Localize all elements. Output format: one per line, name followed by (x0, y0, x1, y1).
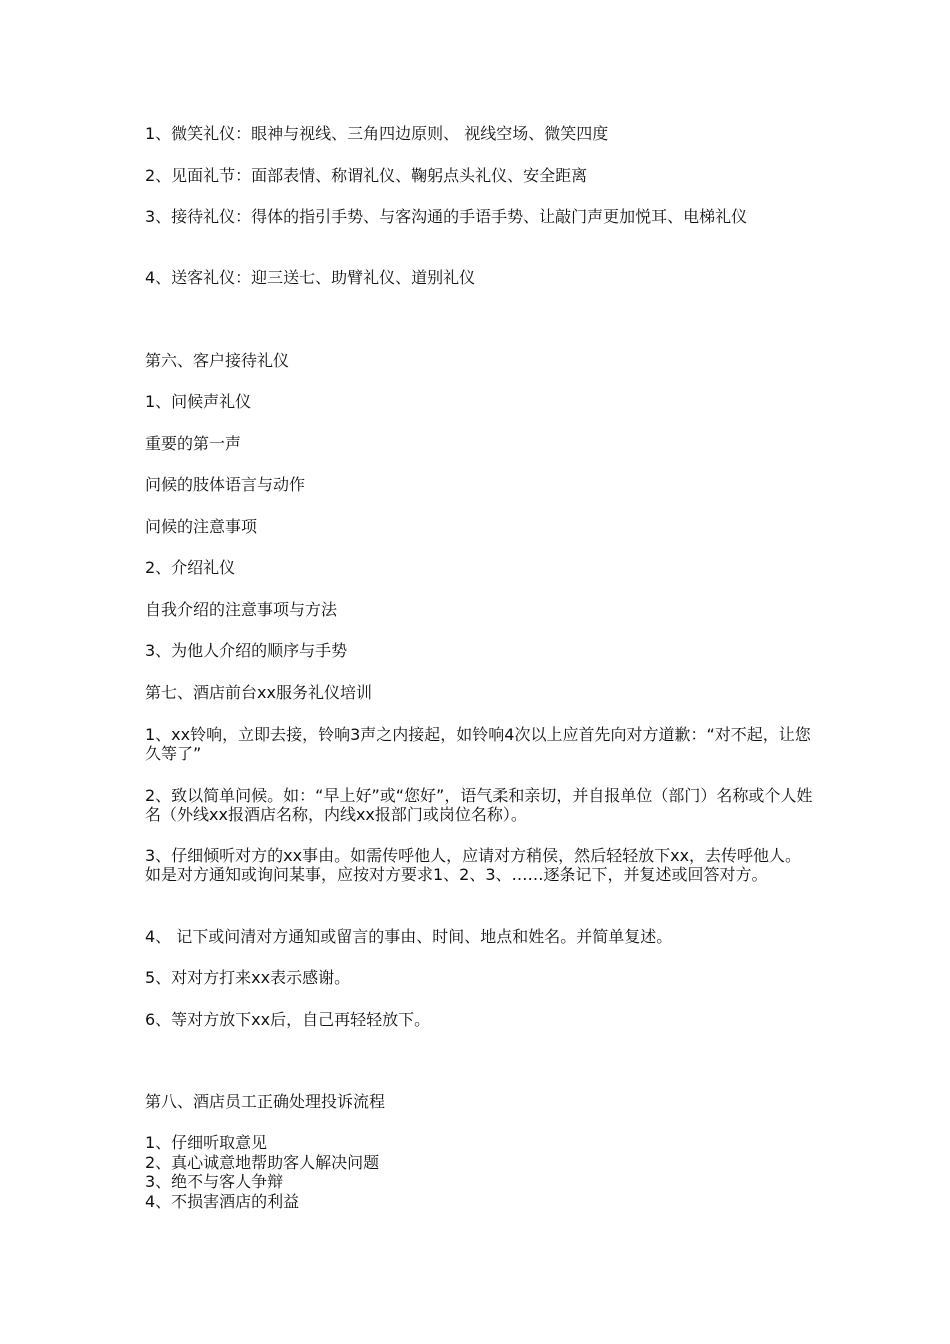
section8-item: 4、不损害酒店的利益 (145, 1192, 300, 1211)
section6-line: 问候的肢体语言与动作 (145, 475, 306, 494)
etiquette-item-smile: 1、微笑礼仪：眼神与视线、三角四边原则、 视线空场、微笑四度 (145, 124, 609, 143)
section6-heading: 第六、客户接待礼仪 (145, 351, 290, 370)
section7-item: 1、xx铃响，立即去接，铃响3声之内接起，如铃响4次以上应首先向对方道歉：“对不起，让您久等了” (145, 725, 811, 763)
section8-heading: 第八、酒店员工正确处理投诉流程 (145, 1092, 386, 1111)
section8-item: 3、绝不与客人争辩 (145, 1172, 284, 1191)
section6-line: 1、问候声礼仪 (145, 392, 252, 411)
section6-line: 3、为他人介绍的顺序与手势 (145, 641, 348, 660)
etiquette-item-farewell: 4、送客礼仪：迎三送七、助臂礼仪、道别礼仪 (145, 268, 476, 287)
section8-item: 1、仔细听取意见 (145, 1133, 268, 1152)
etiquette-item-reception: 3、接待礼仪：得体的指引手势、与客沟通的手语手势、让敲门声更加悦耳、电梯礼仪 (145, 207, 748, 226)
section7-item: 4、 记下或问清对方通知或留言的事由、时间、地点和姓名。并简单复述。 (145, 927, 673, 946)
section7-item: 5、对对方打来xx表示感谢。 (145, 968, 351, 987)
section6-line: 2、介绍礼仪 (145, 558, 236, 577)
section6-line: 自我介绍的注意事项与方法 (145, 600, 338, 619)
section8-item: 2、真心诚意地帮助客人解决问题 (145, 1153, 380, 1172)
section7-item: 6、等对方放下xx后，自己再轻轻放下。 (145, 1010, 431, 1029)
section7-item: 3、仔细倾听对方的xx事由。如需传呼他人，应请对方稍侯，然后轻轻放下xx，去传呼他人。如是对方通知或询问某事，应按对方要求1、2、3、……逐条记下，并复述或回答对方。 (145, 846, 802, 884)
etiquette-item-greeting: 2、见面礼节：面部表情、称谓礼仪、鞠躬点头礼仪、安全距离 (145, 166, 588, 185)
section6-line: 问候的注意事项 (145, 517, 258, 536)
section7-item: 2、致以简单问候。如：“早上好”或“您好”，语气柔和亲切，并自报单位（部门）名称或个人姓名（外线xx报酒店名称，内线xx报部门或岗位名称）。 (145, 786, 813, 824)
section7-heading: 第七、酒店前台xx服务礼仪培训 (145, 683, 372, 702)
section6-line: 重要的第一声 (145, 434, 242, 453)
